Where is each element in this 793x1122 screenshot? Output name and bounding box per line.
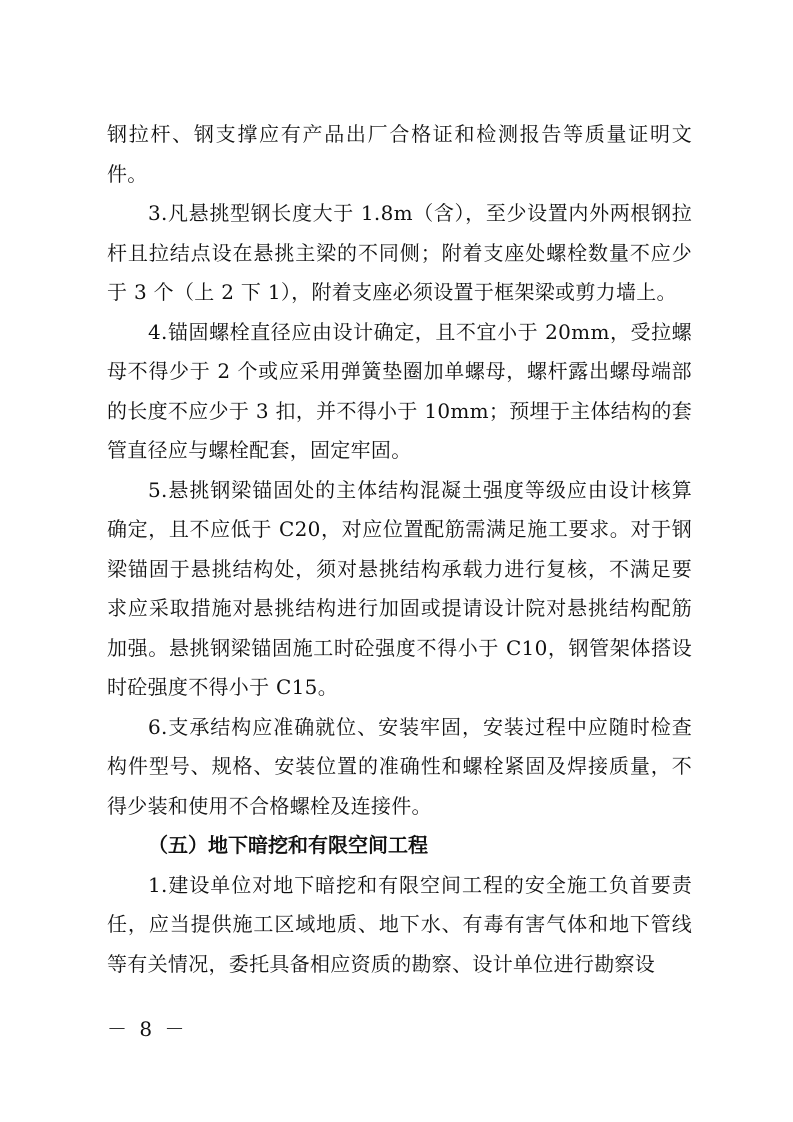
paragraph-item-4: 4.锚固螺栓直径应由设计确定，且不宜小于 20mm，受拉螺母不得少于 2 个或应采用弹簧垫圈加单螺母，螺杆露出螺母端部的长度不应少于 3 扣，并不得小于 10mm；预埋于主体结构的套管直径应与螺栓配套，固定牢固。 <box>107 319 692 462</box>
continued-paragraph: 钢拉杆、钢支撑应有产品出厂合格证和检测报告等质量证明文件。 <box>107 122 692 186</box>
paragraph-item-3: 3.凡悬挑型钢长度大于 1.8m（含），至少设置内外两根钢拉杆且拉结点设在悬挑主梁的不同侧；附着支座处螺栓数量不应少于 3 个（上 2 下 1），附着支座必须设置于框架梁或剪力墙上。 <box>107 201 692 304</box>
paragraph-item-1: 1.建设单位对地下暗挖和有限空间工程的安全施工负首要责任，应当提供施工区域地质、地下水、有毒有害气体和地下管线等有关情况，委托具备相应资质的勘察、设计单位进行勘察设 <box>107 872 692 976</box>
section-heading: （五）地下暗挖和有限空间工程 <box>148 833 428 857</box>
paragraph-item-6: 6.支承结构应准确就位、安装牢固，安装过程中应随时检查构件型号、规格、安装位置的准确性和螺栓紧固及焊接质量，不得少装和使用不合格螺栓及连接件。 <box>107 714 692 818</box>
page-number: － 8 － <box>107 1017 188 1041</box>
paragraph-item-5: 5.悬挑钢梁锚固处的主体结构混凝土强度等级应由设计核算确定，且不应低于 C20，对应位置配筋需满足施工要求。对于钢梁锚固于悬挑结构处，须对悬挑结构承载力进行复核，不满足要求应采取措施对悬挑结构进行加固或提请设计院对悬挑结构配筋加强。悬挑钢梁锚固施工时砼强度不得小于 C10，钢管架体搭设时砼强度不得小于 C15。 <box>107 477 692 699</box>
document-body <box>107 115 692 984</box>
